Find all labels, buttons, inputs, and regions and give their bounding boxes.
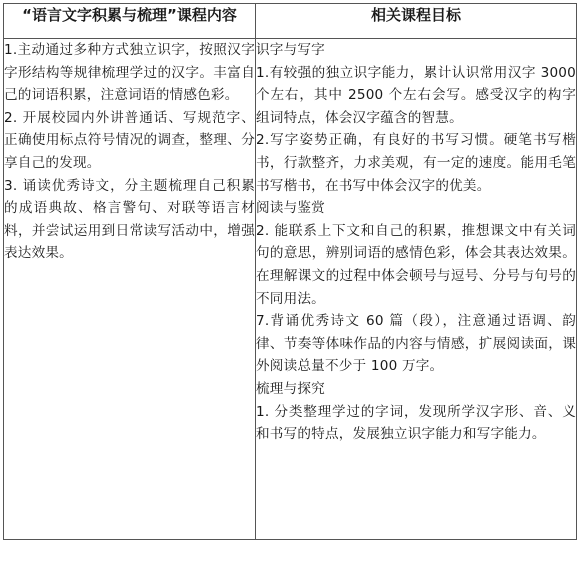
content-row (4, 39, 577, 540)
goal-item: 2.写字姿势正确，有良好的书写习惯。硬笔书写楷书，行款整齐，力求美观，有一定的速度。能用毛笔书写楷书，在书写中体会汉字的优美。 (256, 132, 576, 194)
section-title-literacy: 识字与写字 (256, 42, 325, 58)
goal-item: 7.背诵优秀诗文 60 篇（段），注意通过语调、韵律、节奏等体味作品的内容与情感，扩展阅读面，课外阅读总量不少于 100 万字。 (256, 313, 576, 375)
goal-item: 2. 能联系上下文和自己的积累，推想课文中有关词句的意思，辨别词语的感情色彩，体会其表达效果。在理解课文的过程中体会顿号与逗号、分号与句号的不同用法。 (256, 222, 576, 307)
section-title-reading: 阅读与鉴赏 (256, 200, 325, 217)
header-course-content: “语言文字积累与梳理”课程内容 (4, 4, 256, 39)
goal-item: 1. 分类整理学过的字词，发现所学汉字形、音、义和书写的特点，发展独立识字能力和写字能力。 (256, 403, 576, 443)
curriculum-table (3, 3, 577, 540)
goal-item: 1.有较强的独立识字能力，累计认识常用汉字 3000 个左右，其中 2500 个左右会写。感受汉字的构字组词特点，体会汉字蕴含的智慧。 (256, 64, 576, 126)
header-course-goals: 相关课程目标 (256, 4, 577, 39)
content-item: 2. 开展校园内外讲普通话、写规范字、正确使用标点符号情况的调查，整理、分享自己的发现。 (4, 109, 255, 171)
content-item: 3. 诵读优秀诗文，分主题梳理自己积累的成语典故、格言警句、对联等语言材料，并尝试运用到日常读写活动中，增强表达效果。 (4, 177, 255, 262)
header-row (4, 4, 577, 39)
course-goals-cell (256, 39, 577, 540)
course-content-cell (4, 39, 256, 540)
content-item: 1.主动通过多种方式独立识字，按照汉字字形结构等规律梳理学过的汉字。丰富自己的词语积累，注意词语的情感色彩。 (4, 42, 255, 104)
section-title-inquiry: 梳理与探究 (256, 380, 325, 397)
